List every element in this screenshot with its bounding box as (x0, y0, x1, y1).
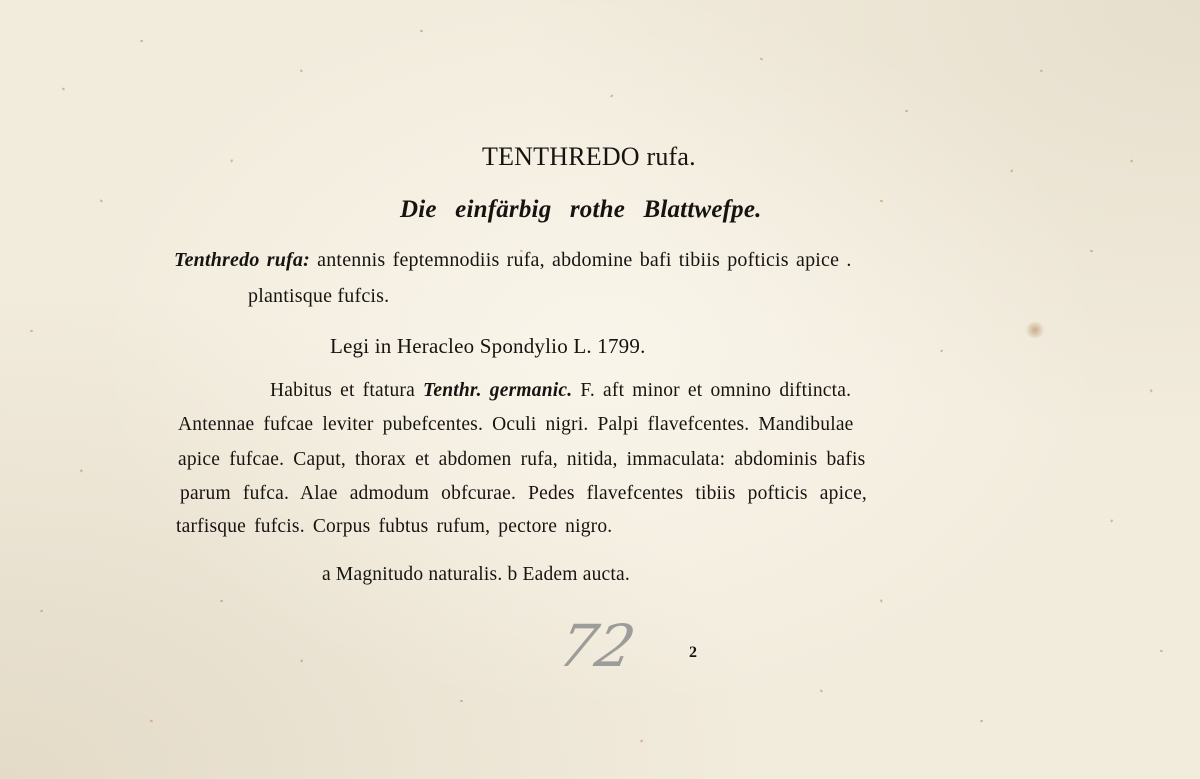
diagnosis-line-1 (174, 249, 852, 272)
description-line-1 (270, 380, 851, 402)
title-genus: TENTHREDO (482, 142, 640, 171)
description-line-1a: Habitus et ftatura (270, 380, 415, 401)
figure-caption: a Magnitudo naturalis. b Eadem aucta. (322, 564, 630, 585)
description-line-4: parum fufca. Alae admodum obfcurae. Pedes flavefcentes tibiis pofticis apice, (180, 483, 868, 504)
handwritten-number: 72 (552, 612, 642, 680)
description-line-1-italic: Tenthr. germanic. (423, 380, 573, 401)
description-line-2: Antennae fufcae leviter pubefcentes. Oculi nigri. Palpi flavefcentes. Mandibulae (178, 414, 854, 435)
description-line-3: apice fufcae. Caput, thorax et abdomen rufa, nitida, immaculata: abdominis bafis (178, 449, 866, 470)
foxing-stain (1024, 322, 1046, 338)
signature-mark: 2 (689, 644, 697, 661)
diagnosis-line-2: plantisque fufcis. (248, 285, 390, 307)
page-subtitle: Die einfärbig rothe Blattwefpe. (400, 196, 762, 223)
page-title (482, 142, 696, 172)
diagnosis-name: Tenthredo rufa: (174, 249, 310, 271)
locality-line: Legi in Heracleo Spondylio L. 1799. (330, 334, 646, 358)
description-line-5: tarfisque fufcis. Corpus fubtus rufum, pectore nigro. (176, 516, 613, 537)
diagnosis-text-1: antennis feptemnodiis rufa, abdomine bafi tibiis pofticis apice . (317, 249, 852, 271)
description-line-1b: F. aft minor et omnino diftincta. (580, 380, 852, 401)
title-species: rufa. (646, 142, 696, 171)
